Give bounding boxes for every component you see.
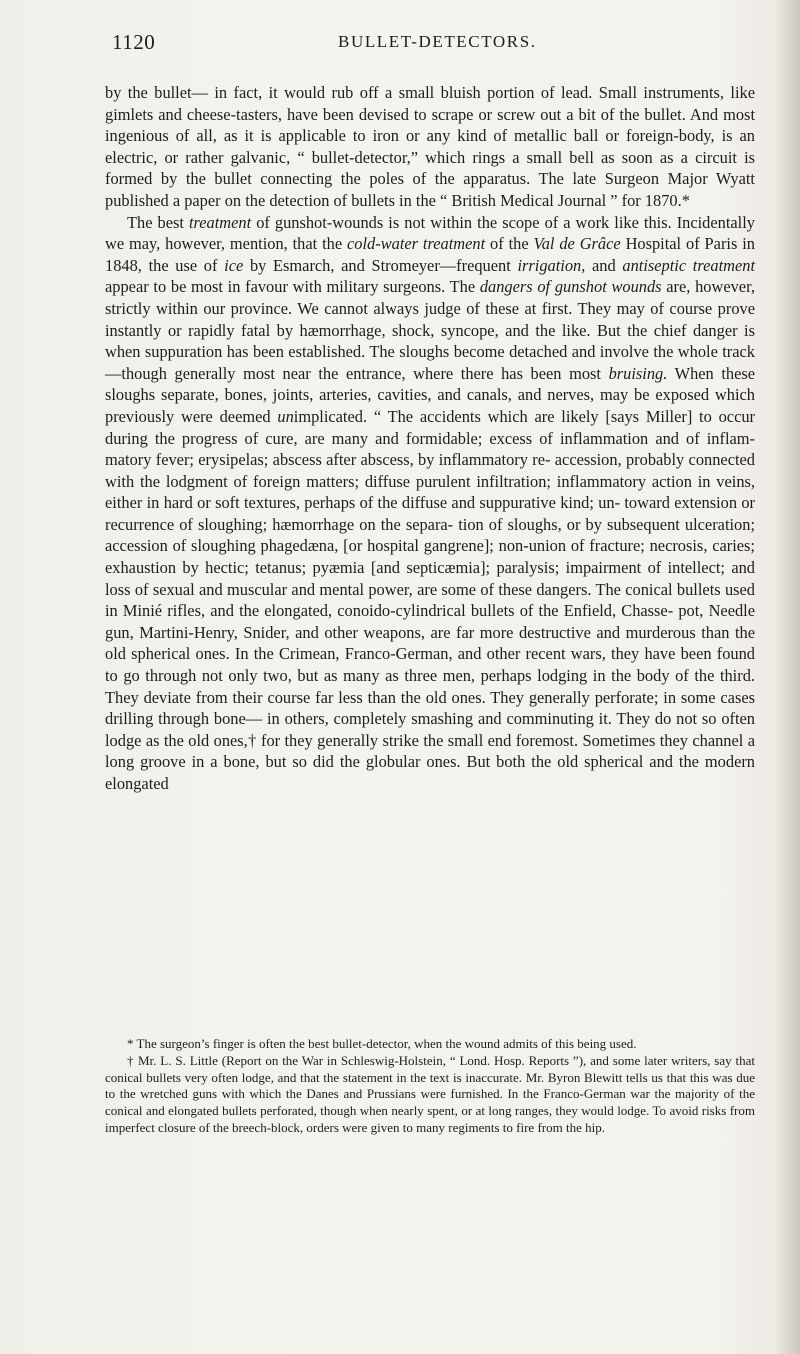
page-header xyxy=(90,30,730,58)
body-text xyxy=(105,82,755,795)
footnote-asterisk: * The surgeon’s finger is often the best bullet-detector, when the wound admits of this being used. xyxy=(127,1036,637,1051)
paragraph-treatment-and-dangers: The best treatment of gunshot-wounds is not within the scope of a work like this. Incidentally we may, however, mention, that the cold-water treatment of the Val de Grâce Hospital of Paris in 1848, the use of ice by Esmarch, and Stromeyer—frequent irrigation, and antiseptic treatment appear to be most in favour with military surgeons. The dangers of gunshot wounds are, however, strictly within our province. We cannot always judge of these at first. They may of course prove instantly or rapidly fatal by hæmorrhage, shock, syncope, and the like. But the chief danger is when suppuration has been established. The sloughs become detached and involve the whole track—though generally most near the entrance, where there has been most bruising. When these sloughs separate, bones, joints, arteries, cavities, and canals, and nerves, may be exposed which previously were deemed unimplicated. “ The accidents which are likely [says Miller] to occur during the progress of cure, are many and formidable; excess of inflammation and of inflam- matory fever; erysipelas; abscess after abscess, by inflammatory re- accession, probably connected with the lodgment of foreign matters; diffuse purulent infiltration; inflammatory action in veins, either in hard or soft textures, perhaps of the diffuse and suppurative kind; un- toward extension or recurrence of sloughing; hæmorrhage on the separa- tion of sloughs, or by subsequent ulceration; accession of sloughing phagedæna, [or hospital gangrene]; non-union of fracture; necrosis, caries; exhaustion by hectic; tetanus; pyæmia [and septicæmia]; paralysis; impairment of intellect; and loss of sexual and muscular and mental power, are some of these dangers. The conical bullets used in Minié rifles, and the elongated, conoido-cylindrical bullets of the Enfield, Chasse- pot, Needle gun, Martini-Henry, Snider, and other weapons, are far more destructive and murderous than the old spherical ones. In the Crimean, Franco-German, and other recent wars, they have been found to go through not only two, but as many as three men, perhaps lodging in the body of the third. They deviate from their course far less than the old ones. They generally perforate; in some cases drilling through bone— in others, completely smashing and comminuting it. They do not so often lodge as the old ones,† for they generally strike the small end foremost. Sometimes they channel a long groove in a bone, but so did the globular ones. But both the old spherical and the modern elongated xyxy=(105,212,756,793)
running-head: BULLET-DETECTORS. xyxy=(338,32,537,51)
page-number: 1120 xyxy=(112,30,156,54)
footnote-dagger: † Mr. L. S. Little (Report on the War in Schleswig-Holstein, “ Lond. Hosp. Reports ”), and some later writers, say that conical bullets very often lodge, and that the statement in the text is inaccurate. Mr. Byron Blewitt tells us that this was due to the wretched guns with which the Danes and Prussians were furnished. In the Franco-German war the majority of the conical and elongated bullets perforated, though when nearly spent, or at long ranges, they would lodge. To avoid risks from imperfect closure of the breech-block, orders were given to many regiments to fire from the hip. xyxy=(105,1052,755,1135)
paragraph-bullet-detection: by the bullet— in fact, it would rub off a small bluish portion of lead. Small instruments, like gimlets and cheese-tasters, have been devised to scrape or screw out a bit of the bullet. And most ingenious of all, as it is applicable to iron or any kind of metallic ball or foreign-body, is an electric, or rather galvanic, “ bullet-detector,” which rings a small bell as soon as a circuit is formed by the bullet connecting the poles of the apparatus. The late Surgeon Major Wyatt published a paper on the detection of bullets in the “ British Medical Journal ” for 1870.* xyxy=(105,83,755,210)
page-edge-shadow xyxy=(776,0,800,1354)
footnotes xyxy=(105,1036,755,1137)
